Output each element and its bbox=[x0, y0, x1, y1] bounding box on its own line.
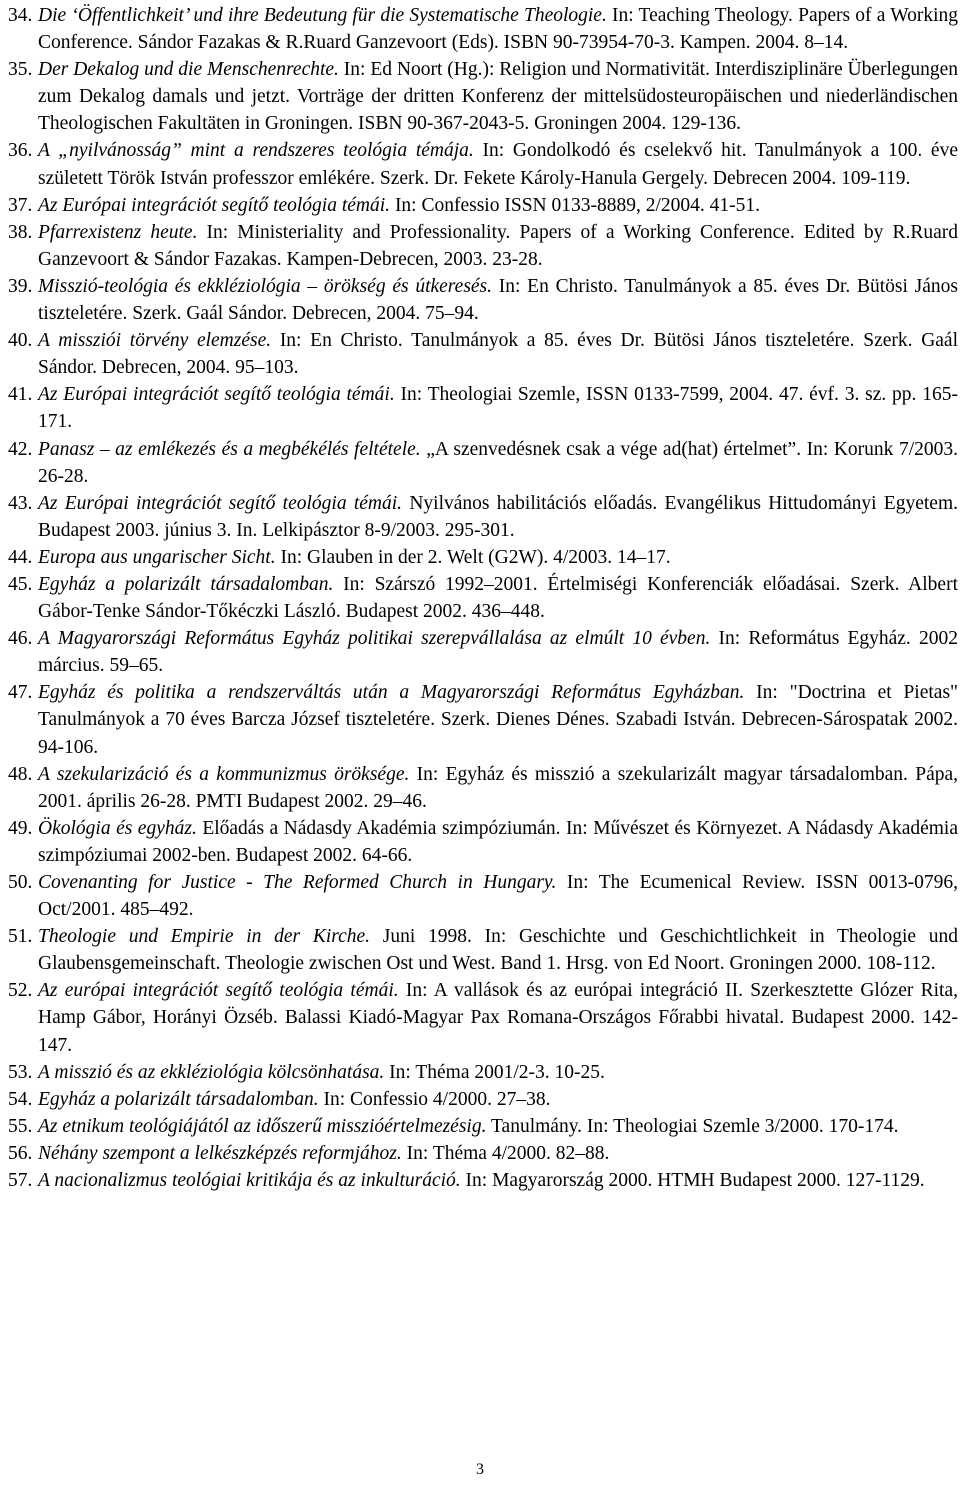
bibliography-entry bbox=[8, 977, 958, 1058]
entry-citation: In: Szárszó 1992‒2001. Értelmiségi Konferenciák előadásai. Szerk. Albert Gábor-Tenke Sándor-Tőkéczki László. Budapest 2002. 436‒448. bbox=[38, 573, 958, 623]
entry-citation: In: Teaching Theology. Papers of a Working Conference. Sándor Fazakas & R.Ruard Ganzevoort (Eds). ISBN 90-73954-70-3. Kampen. 2004. 8–14. bbox=[38, 5, 958, 54]
entry-title: A Magyarországi Református Egyház politikai szerepvállalása az elmúlt 10 évben. bbox=[38, 628, 711, 650]
bibliography-entry bbox=[8, 381, 958, 435]
entry-number: 42. bbox=[8, 438, 33, 460]
entry-title: Az Európai integrációt segítő teológia témái. bbox=[38, 194, 391, 216]
entry-citation: In: Confessio ISSN 0133-8889, 2/2004. 41-51. bbox=[390, 194, 761, 216]
entry-number: 43. bbox=[8, 492, 33, 514]
bibliography-entry bbox=[8, 1086, 958, 1113]
entry-number: 53. bbox=[8, 1061, 33, 1083]
entry-title: A missziói törvény elemzése. bbox=[38, 330, 272, 352]
entry-title: Az Európai integrációt segítő teológia témái. bbox=[38, 384, 395, 406]
entry-citation: In: Theologiai Szemle, ISSN 0133-7599, 2004. 47. évf. 3. sz. pp. 165-171. bbox=[38, 384, 958, 433]
entry-title: Europa aus ungarischer Sicht. bbox=[38, 546, 276, 568]
bibliography-entry bbox=[8, 56, 958, 137]
entry-number: 38. bbox=[8, 221, 33, 243]
entry-citation: In: Théma 4/2000. 82‒88. bbox=[401, 1142, 610, 1164]
entry-number: 52. bbox=[8, 980, 33, 1002]
entry-citation: Nyilvános habilitációs előadás. Evangélikus Hittudományi Egyetem. Budapest 2003. június 3. In. Lelkipásztor 8-9/2003. 295-301. bbox=[38, 492, 958, 541]
entry-citation: In: The Ecumenical Review. ISSN 0013-0796, Oct/2001. 485‒492. bbox=[38, 872, 958, 921]
entry-number: 41. bbox=[8, 384, 33, 406]
entry-citation: In: Református Egyház. 2002 március. 59‒65. bbox=[38, 628, 958, 677]
entry-citation: In: Ed Noort (Hg.): Religion und Normativität. Interdisziplinäre Überlegungen zum Dekalog damals und jetzt. Vorträge der dritten Konferenz der mittelsüdosteuropäischen und niederländischen Theologischen Fakultäten in Groningen. ISBN 90-367-2043-5. Groningen 2004. 129-136. bbox=[38, 59, 958, 135]
entry-citation: In: Egyház és misszió a szekularizált magyar társadalomban. Pápa, 2001. április 26-28. PMTI Budapest 2002. 29–46. bbox=[38, 763, 959, 812]
entry-citation: „A szenvedésnek csak a vége ad(hat) értelmet”. In: Korunk 7/2003. 26-28. bbox=[38, 438, 958, 487]
bibliography-entry bbox=[8, 192, 958, 219]
entry-title: Egyház a polarizált társadalomban. bbox=[38, 573, 334, 595]
entry-number: 47. bbox=[8, 682, 33, 704]
entry-citation: In: Glauben in der 2. Welt (G2W). 4/2003. 14‒17. bbox=[275, 546, 671, 568]
entry-number: 54. bbox=[8, 1088, 33, 1110]
bibliography-entry bbox=[8, 219, 958, 273]
entry-citation: In: Ministeriality and Professionality. Papers of a Working Conference. Edited by R.Ruard Ganzevoort & Sándor Fazakas. Kampen-Debrecen, 2003. 23-28. bbox=[38, 221, 958, 270]
bibliography-entry bbox=[8, 761, 958, 815]
entry-number: 35. bbox=[8, 59, 33, 81]
entry-number: 45. bbox=[8, 573, 33, 595]
entry-citation: Előadás a Nádasdy Akadémia szimpóziumán. In: Művészet és Környezet. A Nádasdy Akadémia szimpóziumai 2002-ben. Budapest 2002. 64-66. bbox=[38, 817, 958, 866]
entry-title: Misszió-teológia és ekkléziológia – örökség és útkeresés. bbox=[38, 275, 493, 297]
entry-number: 56. bbox=[8, 1142, 33, 1164]
entry-number: 51. bbox=[8, 926, 33, 948]
entry-title: Néhány szempont a lelkészképzés reformjához. bbox=[38, 1142, 402, 1164]
entry-number: 39. bbox=[8, 275, 33, 297]
entry-citation: In: A vallások és az európai integráció II. Szerkesztette Glózer Rita, Hamp Gábor, Horányi Özséb. Balassi Kiadó-Magyar Pax Romana-Országos Főrabbi hivatal. Budapest 2000. 142-147. bbox=[38, 980, 958, 1056]
entry-title: Az Európai integrációt segítő teológia témái. bbox=[38, 492, 403, 514]
bibliography-entry bbox=[8, 273, 958, 327]
bibliography-entry bbox=[8, 436, 958, 490]
entry-title: Az európai integrációt segítő teológia témái. bbox=[38, 980, 399, 1002]
entry-citation: In: En Christo. Tanulmányok a 85. éves Dr. Bütösi János tiszteletére. Szerk. Gaál Sándor. Debrecen, 2004. 95‒103. bbox=[38, 330, 958, 379]
entry-title: A misszió és az ekkléziológia kölcsönhatása. bbox=[38, 1061, 385, 1083]
bibliography-entry bbox=[8, 490, 958, 544]
bibliography-entry bbox=[8, 544, 958, 571]
entry-number: 36. bbox=[8, 140, 33, 162]
bibliography-entry bbox=[8, 923, 958, 977]
entry-number: 44. bbox=[8, 546, 33, 568]
bibliography-entry bbox=[8, 1113, 958, 1140]
entry-title: Egyház a polarizált társadalomban. bbox=[38, 1088, 319, 1110]
entry-title: Ökológia és egyház. bbox=[38, 817, 197, 839]
entry-citation: In: Théma 2001/2-3. 10-25. bbox=[384, 1061, 605, 1083]
bibliography-entry bbox=[8, 1167, 958, 1194]
bibliography-entry bbox=[8, 815, 958, 869]
entry-number: 55. bbox=[8, 1115, 33, 1137]
entry-citation: Tanulmány. In: Theologiai Szemle 3/2000. 170-174. bbox=[486, 1115, 899, 1137]
bibliography-entry bbox=[8, 625, 958, 679]
entry-number: 50. bbox=[8, 872, 33, 893]
entry-title: Theologie und Empirie in der Kirche. bbox=[38, 926, 371, 948]
page-number: 3 bbox=[476, 1461, 484, 1478]
entry-citation: In: Magyarország 2000. HTMH Budapest 2000. 127-1129. bbox=[460, 1170, 925, 1192]
entry-number: 46. bbox=[8, 628, 33, 650]
entry-title: A „nyilvánosság” mint a rendszeres teológia témája. bbox=[38, 140, 474, 162]
entry-number: 49. bbox=[8, 817, 33, 839]
entry-number: 48. bbox=[8, 763, 33, 785]
entry-citation: Juni 1998. In: Geschichte und Geschichtlichkeit in Theologie und Glaubensgemeinschaft. Theologie zwischen Ost und West. Band 1. Hrsg. von Ed Noort. Groningen 2000. 108-112. bbox=[38, 926, 958, 975]
entry-title: Der Dekalog und die Menschenrechte. bbox=[38, 59, 339, 81]
bibliography-entry bbox=[8, 2, 958, 56]
bibliography-entry bbox=[8, 1140, 958, 1167]
bibliography-entry bbox=[8, 571, 958, 625]
entry-title: Die ‘Öffentlichkeit’ und ihre Bedeutung für die Systematische Theologie. bbox=[38, 5, 607, 26]
entry-citation: In: Gondolkodó és cselekvő hit. Tanulmányok a 100. éve született Török István professzor emlékére. Szerk. Dr. Fekete Károly-Hanula Gergely. Debrecen 2004. 109-119. bbox=[38, 140, 958, 189]
entry-title: Egyház és politika a rendszerváltás után a Magyarországi Református Egyházban. bbox=[38, 682, 745, 704]
bibliography-entry bbox=[8, 679, 958, 760]
entry-citation: In: "Doctrina et Pietas" Tanulmányok a 70 éves Barcza József tiszteletére. Szerk. Dienes Dénes. Szabadi István. Debrecen-Sárospatak 2002. 94-106. bbox=[38, 682, 958, 758]
entry-title: Covenanting for Justice - The Reformed Church in Hungary. bbox=[38, 872, 557, 893]
entry-title: Pfarrexistenz heute. bbox=[38, 221, 198, 243]
entry-number: 40. bbox=[8, 330, 33, 352]
entry-title: A nacionalizmus teológiai kritikája és az inkulturáció. bbox=[38, 1170, 461, 1192]
entry-number: 37. bbox=[8, 194, 33, 216]
bibliography-list bbox=[8, 2, 958, 1194]
entry-number: 34. bbox=[8, 5, 33, 26]
bibliography-entry bbox=[8, 327, 958, 381]
entry-title: Az etnikum teológiájától az időszerű misszióértelmezésig. bbox=[38, 1115, 487, 1137]
entry-title: A szekularizáció és a kommunizmus öröksége. bbox=[38, 763, 410, 785]
bibliography-entry bbox=[8, 1059, 958, 1086]
entry-title: Panasz – az emlékezés és a megbékélés feltétele. bbox=[38, 438, 421, 460]
bibliography-entry bbox=[8, 137, 958, 191]
bibliography-entry bbox=[8, 869, 958, 923]
entry-citation: In: En Christo. Tanulmányok a 85. éves Dr. Bütösi János tiszteletére. Szerk. Gaál Sándor. Debrecen, 2004. 75‒94. bbox=[38, 275, 959, 325]
entry-number: 57. bbox=[8, 1170, 33, 1192]
entry-citation: In: Confessio 4/2000. 27‒38. bbox=[318, 1088, 551, 1110]
